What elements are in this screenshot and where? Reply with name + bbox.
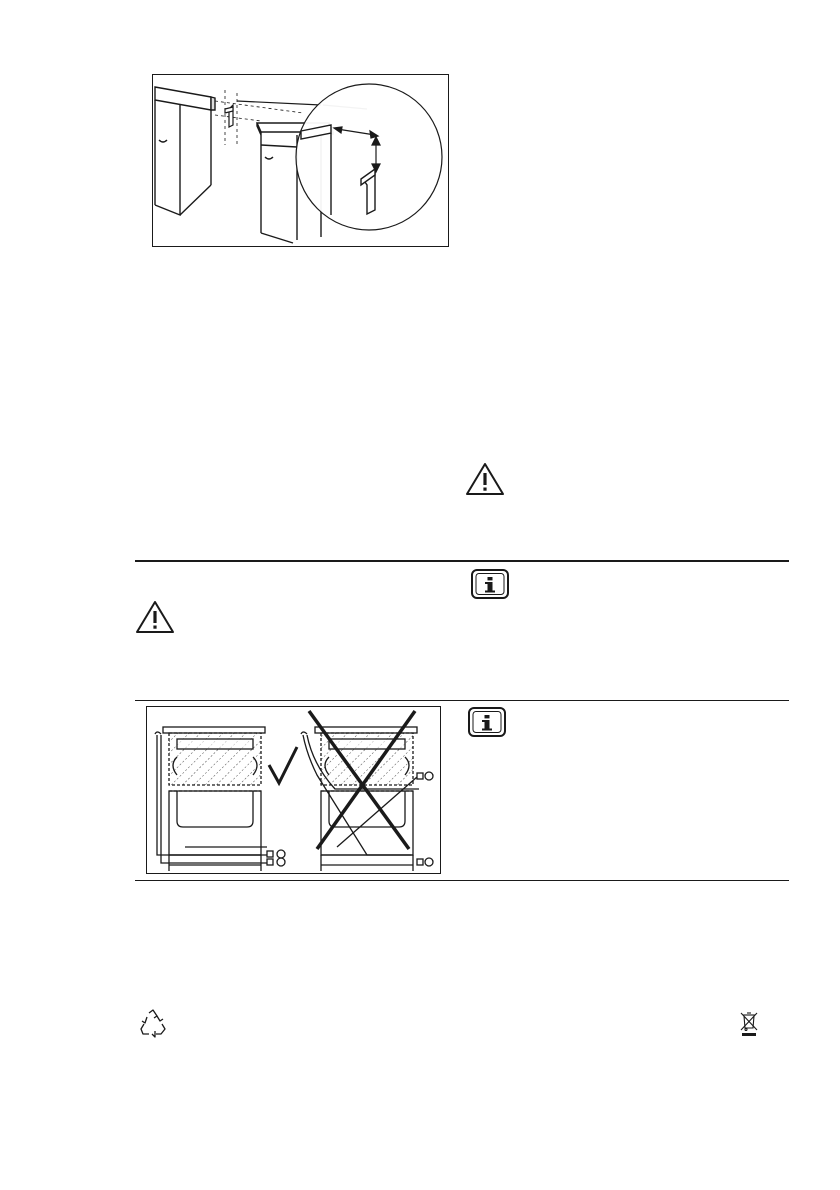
magnifier-callout — [237, 84, 442, 230]
cable-routing-figure — [146, 706, 441, 874]
checkmark-icon — [269, 747, 297, 783]
info-icon — [467, 706, 507, 738]
section-divider — [135, 880, 789, 881]
crossed-out-wheelie-bin-icon — [739, 1011, 759, 1037]
incorrect-panel — [301, 727, 433, 871]
correct-panel — [155, 727, 285, 871]
warning-triangle-icon — [465, 462, 505, 496]
left-cabinet — [155, 87, 215, 215]
bracket-mounting-figure — [152, 74, 449, 247]
warning-triangle-icon — [135, 600, 175, 634]
info-icon — [470, 568, 510, 600]
guide-lines — [215, 90, 303, 145]
section-divider — [135, 700, 789, 701]
recycling-icon — [138, 1008, 168, 1038]
wall-bracket-small — [225, 105, 233, 127]
section-divider — [135, 560, 789, 562]
